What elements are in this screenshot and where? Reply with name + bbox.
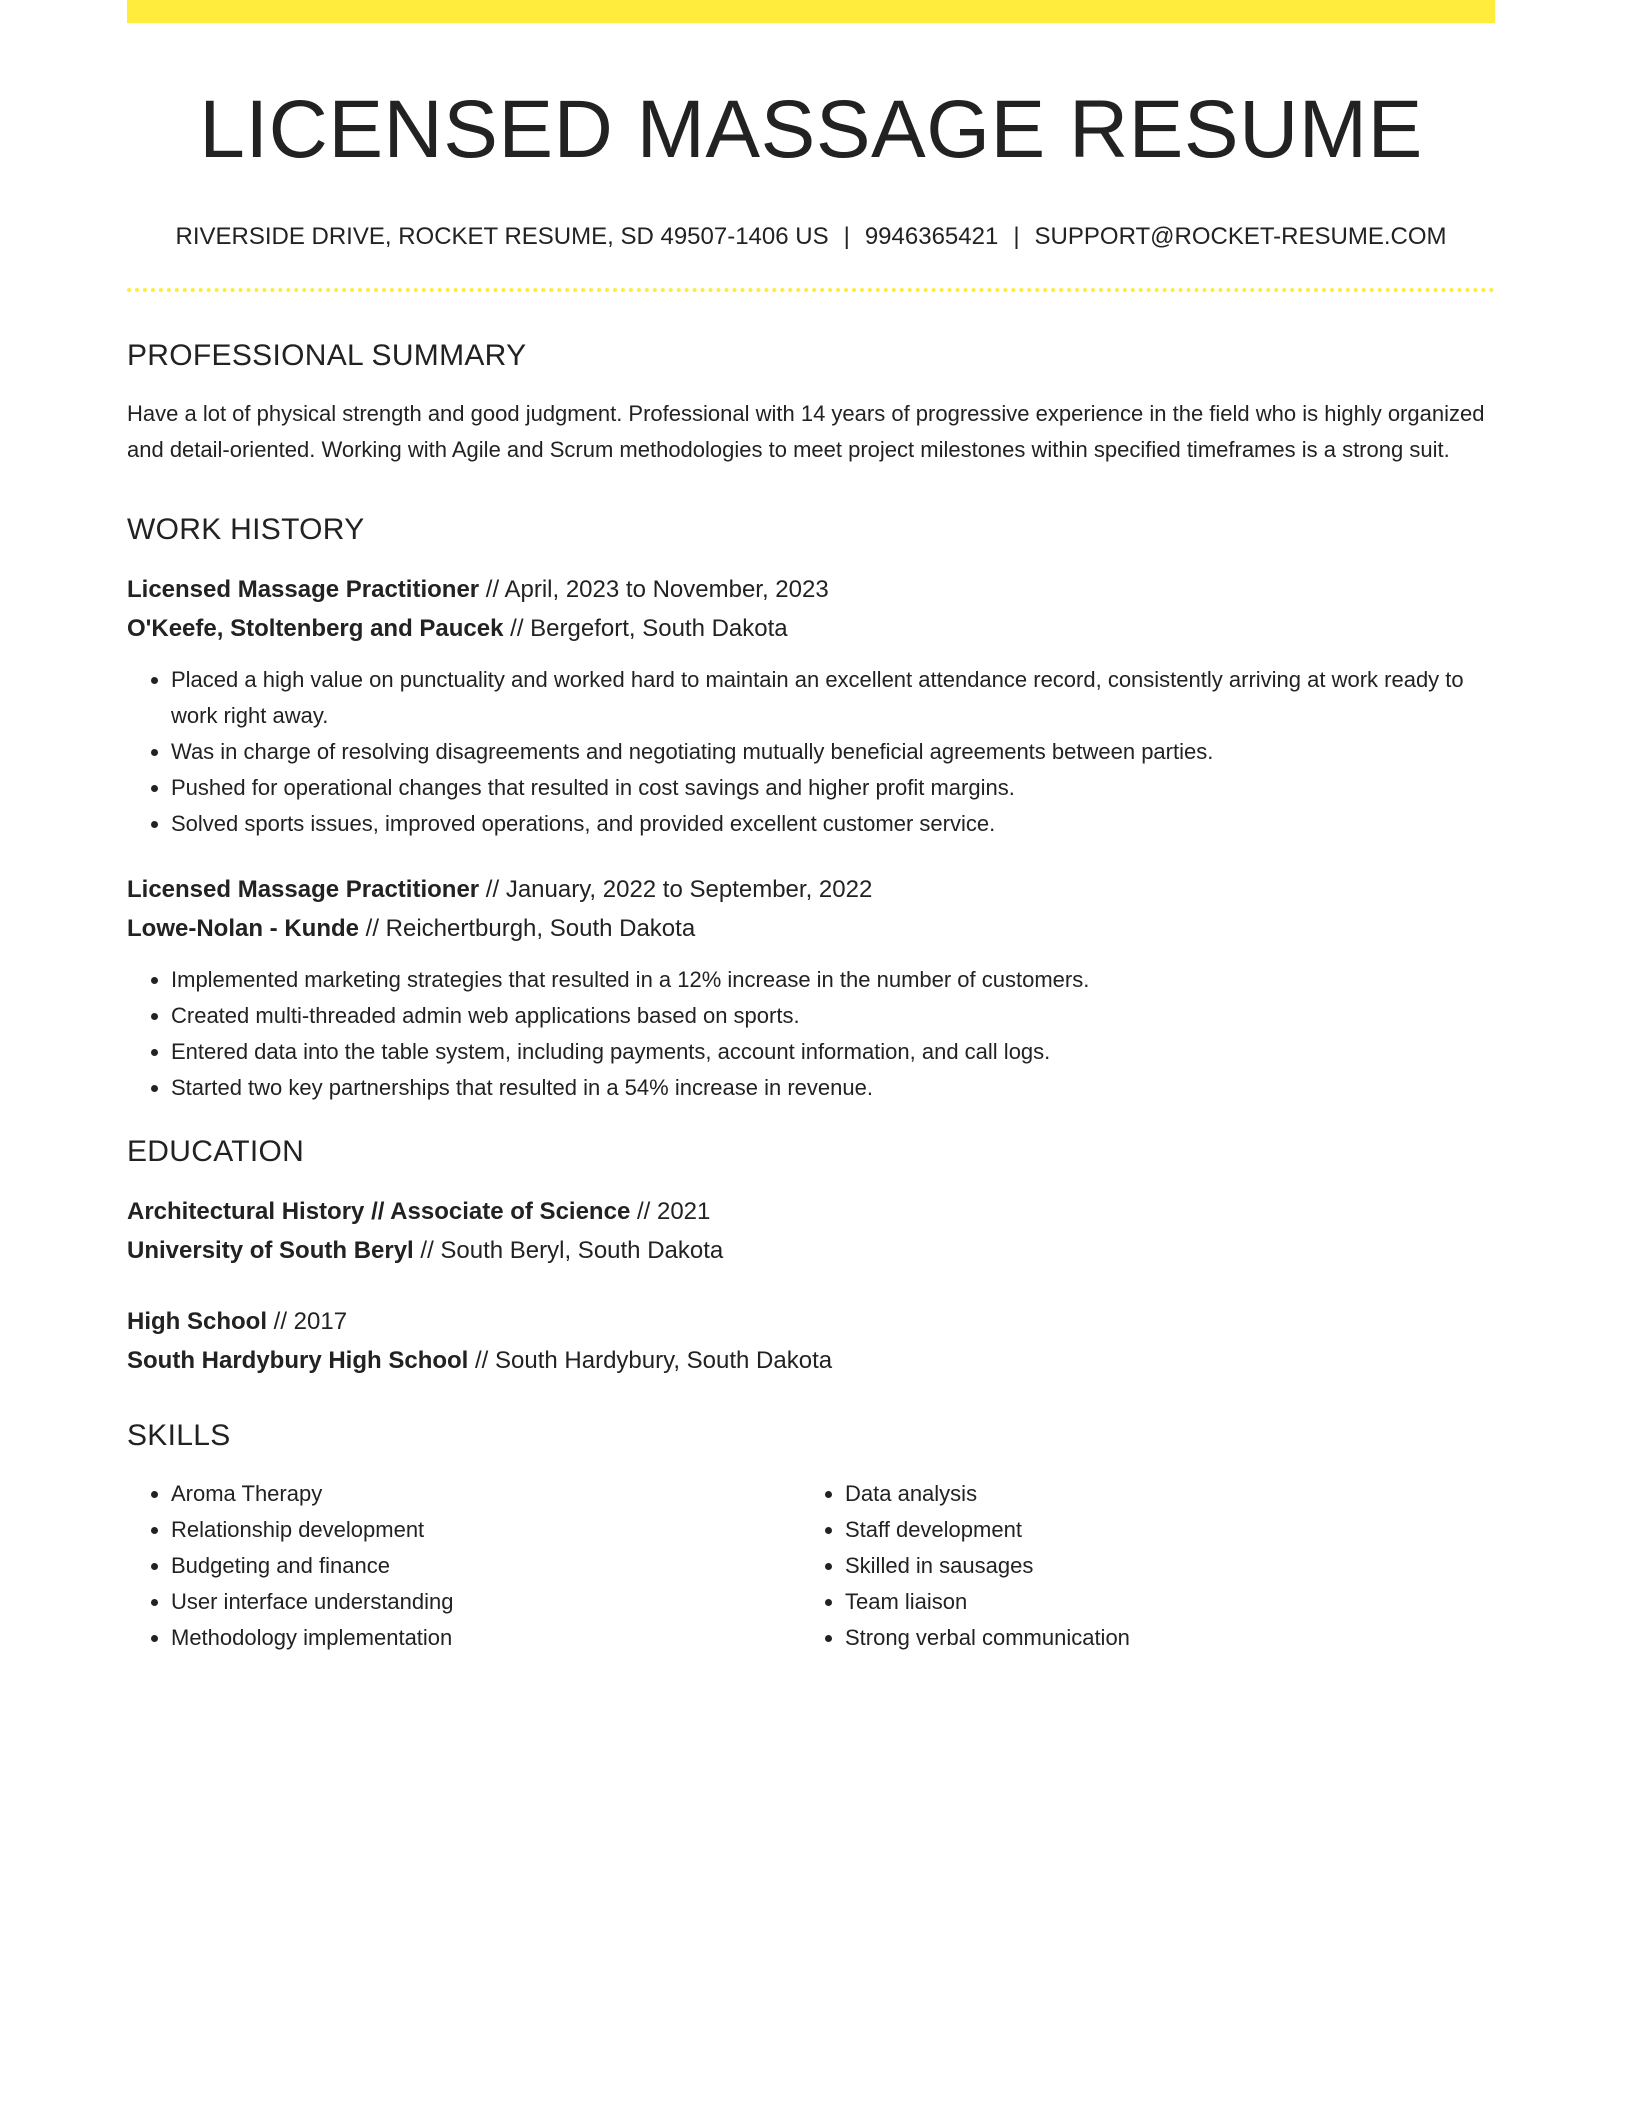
skill-item: • Strong verbal communication [845,1620,1475,1656]
job-location: // Bergefort, South Dakota [503,615,788,642]
education-heading: EDUCATION [127,1135,305,1168]
job-entry [127,570,1495,842]
skills-list [127,1476,801,1656]
contact-email: SUPPORT@ROCKET-RESUME.COM [1034,223,1447,250]
job-title: Licensed Massage Practitioner [127,876,480,903]
education-school: South Hardybury High School [127,1347,469,1374]
skill-item: • Staff development [845,1512,1475,1548]
job-bullet: • Created multi-threaded admin web applications based on sports. [171,998,1495,1034]
education-school: University of South Beryl [127,1237,414,1264]
summary-text: Have a lot of physical strength and good judgment. Professional with 14 years of progressive experience in the field who is highly organized and detail-oriented. Working with Agile and Scrum methodologies to meet project milestones within specified timeframes is a strong suit. [127,401,1485,462]
job-location: // Reichertburgh, South Dakota [358,915,696,942]
skills-column-right [801,1476,1475,1656]
job-company: Lowe-Nolan - Kunde [127,915,359,942]
education-degree: High School [127,1308,267,1335]
education-degree-line [127,1192,1495,1231]
skill-item: • Relationship development [171,1512,801,1548]
job-bullet: • Solved sports issues, improved operations, and provided excellent customer service. [171,806,1495,842]
education-degree: Architectural History // Associate of Science [127,1198,631,1225]
job-title: Licensed Massage Practitioner [127,576,480,603]
education-year: // 2021 [630,1198,711,1225]
skill-item: • Budgeting and finance [171,1548,801,1584]
work-history-heading: WORK HISTORY [127,513,365,546]
skill-item: • Team liaison [845,1584,1475,1620]
job-bullets [127,662,1495,842]
job-title-line [127,570,1495,609]
education-year: // 2017 [267,1308,348,1335]
job-bullets [127,962,1495,1106]
job-company-line [127,909,1495,948]
job-bullet: • Pushed for operational changes that resulted in cost savings and higher profit margins. [171,770,1495,806]
job-bullet: • Started two key partnerships that resulted in a 54% increase in revenue. [171,1070,1495,1106]
job-company-line [127,609,1495,648]
job-bullet: • Placed a high value on punctuality and worked hard to maintain an excellent attendance record, consistently arriving at work ready to work right away. [171,662,1495,734]
contact-separator: | [843,223,850,250]
summary-heading: PROFESSIONAL SUMMARY [127,339,527,372]
header-divider [127,288,1495,292]
contact-address: RIVERSIDE DRIVE, ROCKET RESUME, SD 49507-1406 US [175,223,829,250]
skills-column-left [127,1476,801,1656]
job-title-line [127,870,1495,909]
job-bullet: • Implemented marketing strategies that resulted in a 12% increase in the number of customers. [171,962,1495,998]
contact-line [127,222,1495,252]
education-school-line [127,1341,1495,1380]
education-entry [127,1192,1495,1270]
skills-heading: SKILLS [127,1419,231,1452]
job-dates: // January, 2022 to September, 2022 [479,876,873,903]
education-entry [127,1302,1495,1380]
resume-content [127,0,1495,1656]
contact-phone: 9946365421 [864,223,999,250]
job-bullet: • Entered data into the table system, including payments, account information, and call logs. [171,1034,1495,1070]
education-school-line [127,1231,1495,1270]
education-location: // South Beryl, South Dakota [413,1237,724,1264]
resume-title: LICENSED MASSAGE RESUME [199,84,1423,175]
skill-item: • Skilled in sausages [845,1548,1475,1584]
skills-list [801,1476,1475,1656]
skill-item: • Methodology implementation [171,1620,801,1656]
education-degree-line [127,1302,1495,1341]
job-bullet: • Was in charge of resolving disagreements and negotiating mutually beneficial agreements between parties. [171,734,1495,770]
education-location: // South Hardybury, South Dakota [468,1347,833,1374]
skill-item: • User interface understanding [171,1584,801,1620]
skills-grid [127,1476,1495,1656]
job-dates: // April, 2023 to November, 2023 [479,576,829,603]
skill-item: • Data analysis [845,1476,1475,1512]
skill-item: • Aroma Therapy [171,1476,801,1512]
job-company: O'Keefe, Stoltenberg and Paucek [127,615,504,642]
job-entry [127,870,1495,1106]
contact-separator: | [1013,223,1020,250]
